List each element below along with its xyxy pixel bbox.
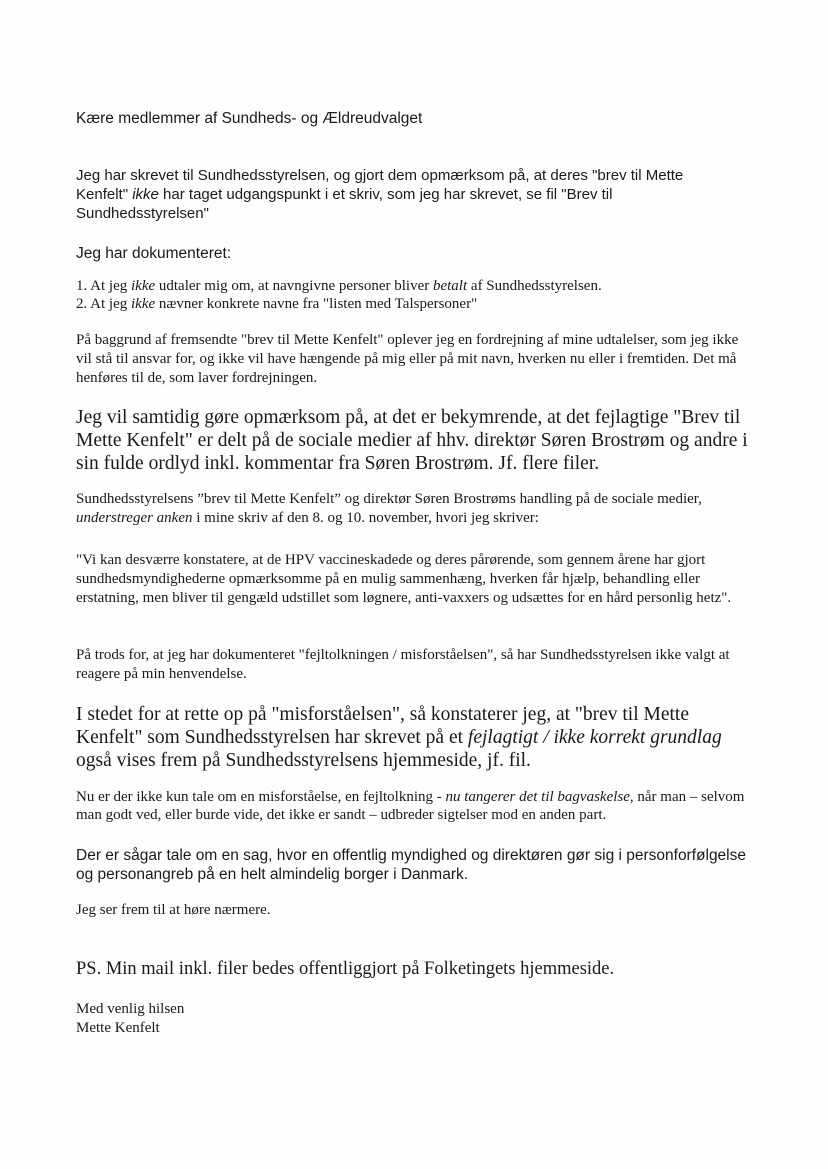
closing-block — [76, 1000, 756, 1038]
stedet-text-2: også vises frem på Sundhedsstyrelsens hjemmeside, jf. fil. — [76, 750, 531, 771]
list-item-emphasis: betalt — [432, 278, 468, 294]
list-item-emphasis: ikke — [131, 278, 156, 294]
greeting: Kære medlemmer af Sundheds- og Ældreudvalget — [76, 110, 423, 127]
handling-text-1: Sundhedsstyrelsens ”brev til Mette Kenfelt” og direktør Søren Brostrøms handling på de sociale medier, — [76, 491, 702, 507]
handling-text-2: i mine skriv af den 8. og 10. november, hvori jeg skriver: — [192, 510, 539, 526]
ps-paragraph: PS. Min mail inkl. filer bedes offentliggjort på Folketingets hjemmeside. — [76, 959, 615, 979]
bagvask-text-2: , når man – selvom man godt ved, eller burde vide, det ikke er sandt – udbreder sigtelser mod en anden part. — [76, 789, 745, 823]
bagvask-text-1: Nu er der ikke kun tale om en misforståelse, en fejltolkning - — [76, 789, 446, 805]
intro-paragraph — [76, 166, 736, 223]
frem-paragraph: Jeg ser frem til at høre nærmere. — [76, 902, 271, 918]
sagar-paragraph: Der er sågar tale om en sag, hvor en offentlig myndighed og direktøren gør sig i personforfølgelse og personangreb på en helt almindelig borger i Danmark. — [76, 847, 746, 883]
list-item-text: udtaler mig om, at navngivne personer bliver — [155, 278, 433, 294]
list-item-emphasis: ikke — [131, 296, 156, 312]
baggrund-paragraph: På baggrund af fremsendte "brev til Mette Kenfelt" oplever jeg en fordrejning af mine udtalelser, som jeg ikke vil stå til ansvar for, og ikke vil have hængende på mig eller på mit navn, hverken nu eller i fremtiden. Det må henføres til de, som laver fordrejningen. — [76, 332, 739, 386]
documented-list — [76, 277, 756, 313]
intro-ikke-emphasis: ikke — [132, 186, 159, 203]
list-item-text: 1. At jeg — [76, 278, 131, 294]
list-item-text: nævner konkrete navne fra "listen med Talspersoner" — [155, 296, 478, 312]
quote-paragraph: "Vi kan desværre konstatere, at de HPV vaccineskadede og deres pårørende, som gennem årene har gjort sundhedsmyndighederne opmærksomme på en mulig sammenhæng, hverken får hjælp, behandling eller erstatning, men bliver til gengæld udstillet som løgnere, anti-vaxxers og udsættes for en hård personlig hetz". — [76, 552, 732, 606]
trods-paragraph: På trods for, at jeg har dokumenteret "fejltolkningen / misforståelsen", så har Sundhedsstyrelsen ikke valgt at reagere på min henvendelse. — [76, 647, 730, 682]
stedet-text-1: I stedet for at rette op på "misforståelsen", så konstaterer jeg, at "brev til Mette Kenfelt" som Sundhedsstyrelsen har skrevet på et — [76, 704, 690, 748]
bagvask-paragraph — [76, 788, 756, 824]
intro-text-2: har taget udgangspunkt i et skriv, som jeg har skrevet, se fil "Brev til Sundhedsstyrelsen" — [76, 186, 613, 222]
samtidig-paragraph: Jeg vil samtidig gøre opmærksom på, at det er bekymrende, at det fejlagtige "Brev til Mette Kenfelt" er delt på de sociale medier af hhv. direktør Søren Brostrøm og andre i sin fulde ordlyd inkl. kommentar fra Søren Brostrøm. Jf. flere filer. — [76, 407, 748, 474]
list-item — [76, 295, 756, 313]
signature: Mette Kenfelt — [76, 1020, 160, 1036]
intro-text-1: Jeg har skrevet til Sundhedsstyrelsen, og gjort dem opmærksom på, at deres "brev til Mette Kenfelt" — [76, 167, 684, 203]
stedet-paragraph — [76, 703, 756, 772]
handling-paragraph — [76, 490, 756, 528]
bagvask-emphasis: nu tangerer det til bagvaskelse — [445, 789, 630, 805]
list-item-text: af Sundhedsstyrelsen. — [467, 278, 602, 294]
list-item — [76, 277, 756, 295]
closing-salutation: Med venlig hilsen — [76, 1001, 185, 1017]
list-item-text: 2. At jeg — [76, 296, 131, 312]
stedet-emphasis: fejlagtigt / ikke korrekt grundlag — [467, 727, 722, 748]
handling-emphasis: understreger anken — [76, 510, 193, 526]
documented-heading: Jeg har dokumenteret: — [76, 245, 232, 262]
